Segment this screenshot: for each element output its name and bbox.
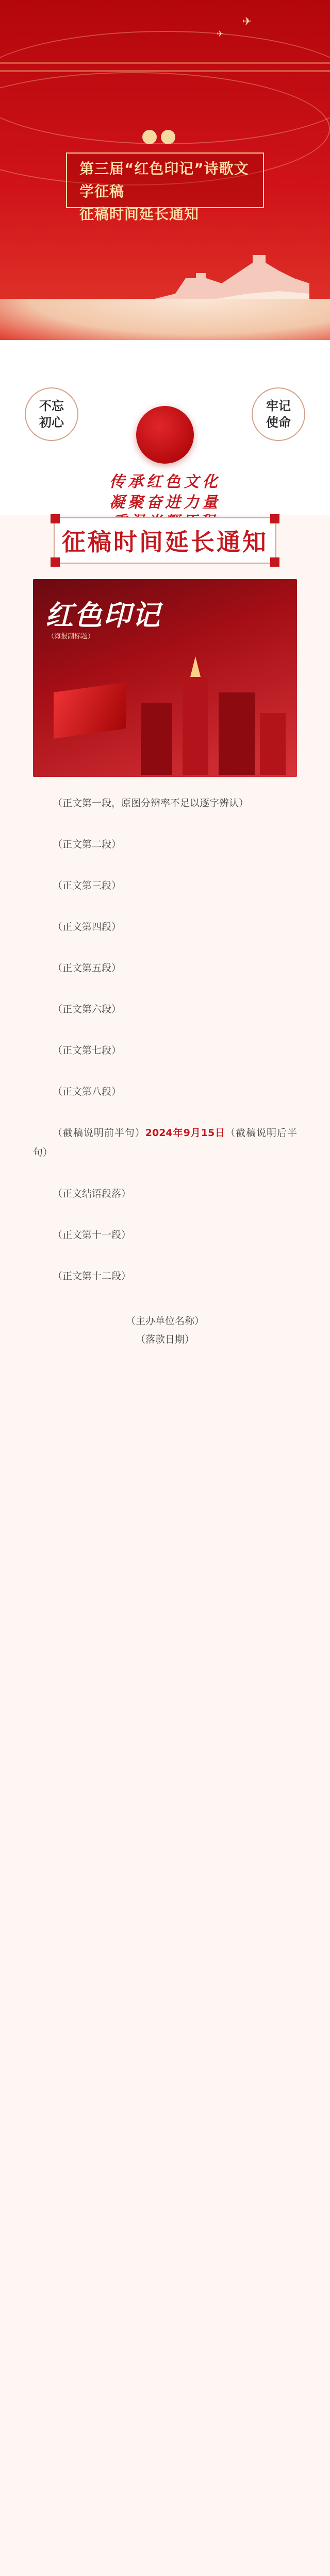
body-paragraph: （正文结语段落） [53,1188,131,1199]
slogan-circle-text: 牢记使命 [266,398,291,430]
slogan-circle-left [25,387,78,441]
body-paragraph: （正文第三段） [53,880,122,891]
page-title: 征稿时间延长通知 [62,528,268,556]
slogan-circle-text: 不忘初心 [39,398,64,430]
body-paragraph: （正文第八段） [53,1086,122,1097]
slogan-line-1: 传承红色文化 [109,473,221,491]
title-corner [51,557,60,567]
body-paragraph: （正文第二段） [53,839,122,850]
deadline-lead: （截稿说明前半句） [53,1127,145,1139]
body-paragraph: （正文第十二段） [53,1270,131,1282]
title-corner [51,514,60,523]
dove-icon: ✈ [217,29,224,39]
slogan-line-2: 凝聚奋进力量 [109,494,221,512]
article-body [33,793,297,1349]
section-title-banner [54,517,276,564]
body-paragraph: （正文第一段，原图分辨率不足以逐字辨认） [53,798,249,809]
slogan-section [0,340,330,515]
body-paragraph: （正文第十一段） [53,1229,131,1241]
body-paragraph: （正文第六段） [53,1004,122,1015]
hero-title-line: 征稿时间延长通知 [79,206,200,223]
hero-title-line: 第三届“红色印记”诗歌文学征稿 [79,160,249,200]
signoff-org: （主办单位名称） [125,1315,204,1327]
title-corner [270,557,279,567]
hero-cloud [0,299,330,340]
signoff-date: （落款日期） [135,1334,194,1345]
body-paragraph: （正文第七段） [53,1045,122,1056]
event-poster [33,579,297,777]
deadline-paragraph [33,1123,297,1162]
body-paragraph: （正文第四段） [53,921,122,933]
poster-title: 红色印记 [45,599,161,632]
red-flag-illustration [54,682,126,739]
red-orb-decoration [136,406,194,464]
dove-icon: ✈ [242,15,252,28]
body-paragraph: （正文第五段） [53,962,122,974]
title-corner [270,514,279,523]
emblem-icon [142,130,157,144]
signoff [33,1312,297,1349]
poster-subtitle: （海报副标题） [47,633,95,640]
hero-title-badge [66,152,264,223]
monument-illustration [126,656,291,775]
emblem-icon [161,130,175,144]
slogan-circle-right [252,387,305,441]
deadline-date: 2024年9月15日 [145,1127,226,1139]
deadline-tail: （截稿说明后半句） [33,1127,297,1158]
hero-banner [0,0,330,340]
